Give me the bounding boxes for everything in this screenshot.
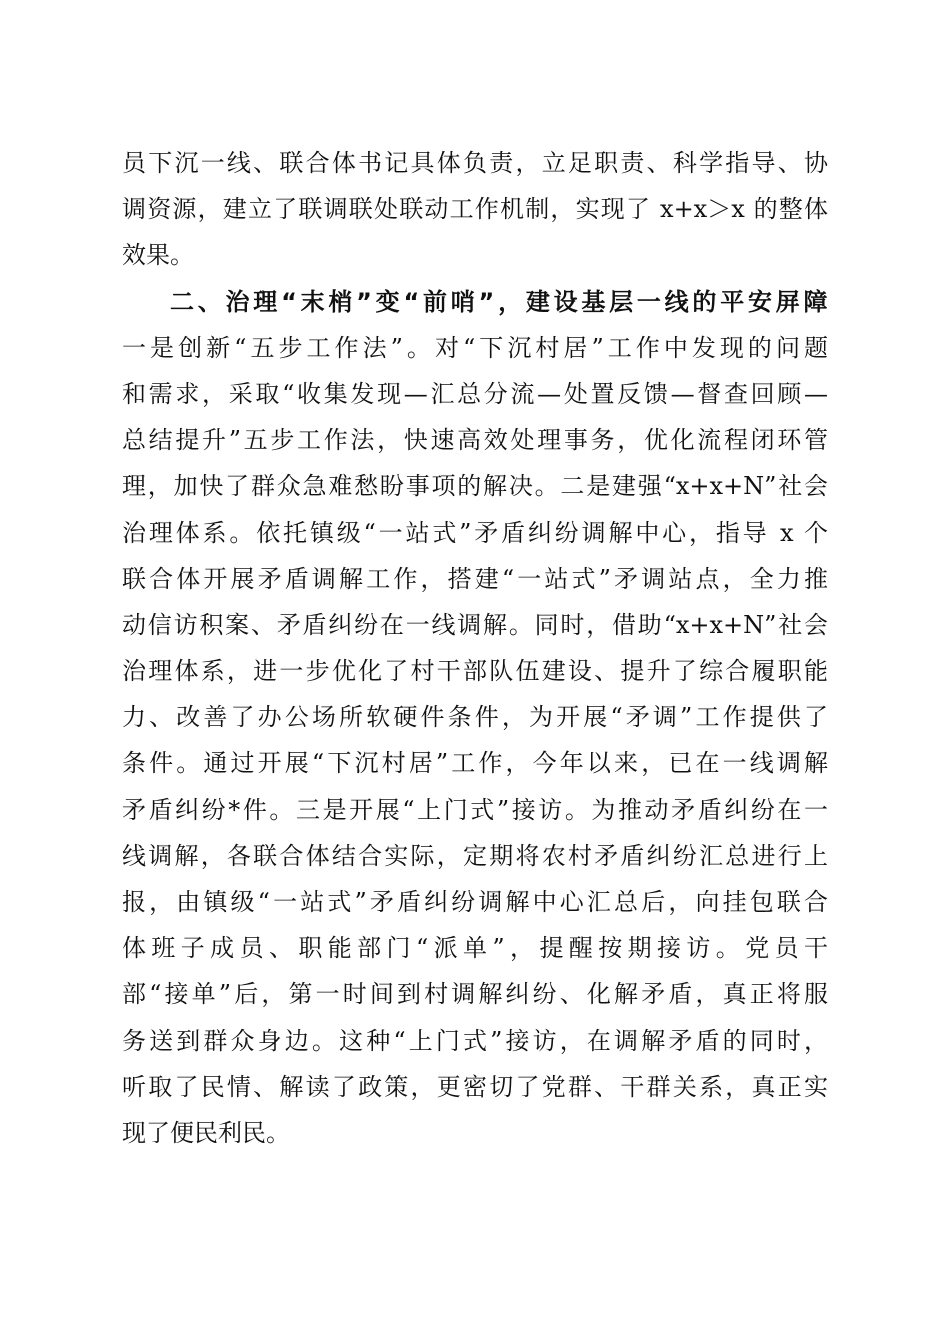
text-line-1: 员下沉一线、联合体书记具体负责，立足职责、科学指导、协 xyxy=(122,149,828,177)
text-line-13: 力、改善了办公场所软硬件条件，为开展“矛调”工作提供了 xyxy=(122,703,828,732)
text-line-22: 现了便民利民。 xyxy=(122,1118,290,1147)
text-line-18: 体班子成员、职能部门“派单”，提醒按期接访。党员干 xyxy=(122,934,828,963)
text-line-14: 条件。通过开展“下沉村居”工作，今年以来，已在一线调解 xyxy=(122,749,828,778)
text-line-11: 动信访积案、矛盾纠纷在一线调解。同时，借助“x+x+N”社会 xyxy=(122,610,828,639)
text-line-21: 听取了民情、解读了政策，更密切了党群、干群关系，真正实 xyxy=(122,1072,828,1101)
text-line-15: 矛盾纠纷*件。三是开展“上门式”接访。为推动矛盾纠纷在一 xyxy=(122,795,828,824)
text-line-8: 理，加快了群众急难愁盼事项的解决。二是建强“x+x+N”社会 xyxy=(122,472,828,501)
document-body xyxy=(122,140,828,1156)
section-heading: 二、治理“末梢”变“前哨”，建设基层一线的平安屏障 xyxy=(170,287,828,316)
text-line-9: 治理体系。依托镇级“一站式”矛盾纠纷调解中心，指导 x 个 xyxy=(122,518,828,547)
text-line-16: 线调解，各联合体结合实际，定期将农村矛盾纠纷汇总进行上 xyxy=(122,841,828,870)
text-line-2: 调资源，建立了联调联处联动工作机制，实现了 x+x＞x 的整体 xyxy=(122,195,828,224)
text-line-3: 效果。 xyxy=(122,241,194,270)
text-line-6: 和需求，采取“收集发现—汇总分流—处置反馈—督查回顾— xyxy=(122,379,828,408)
text-line-7: 总结提升”五步工作法，快速高效处理事务，优化流程闭环管 xyxy=(122,426,828,455)
text-line-19: 部“接单”后，第一时间到村调解纠纷、化解矛盾，真正将服 xyxy=(122,980,828,1009)
text-line-10: 联合体开展矛盾调解工作，搭建“一站式”矛调站点，全力推 xyxy=(122,564,828,593)
text-line-12: 治理体系，进一步优化了村干部队伍建设、提升了综合履职能 xyxy=(122,657,828,686)
text-line-20: 务送到群众身边。这种“上门式”接访，在调解矛盾的同时， xyxy=(122,1026,828,1055)
text-line-5: 一是创新“五步工作法”。对“下沉村居”工作中发现的问题 xyxy=(122,333,828,362)
text-line-17: 报，由镇级“一站式”矛盾纠纷调解中心汇总后，向挂包联合 xyxy=(122,888,828,916)
